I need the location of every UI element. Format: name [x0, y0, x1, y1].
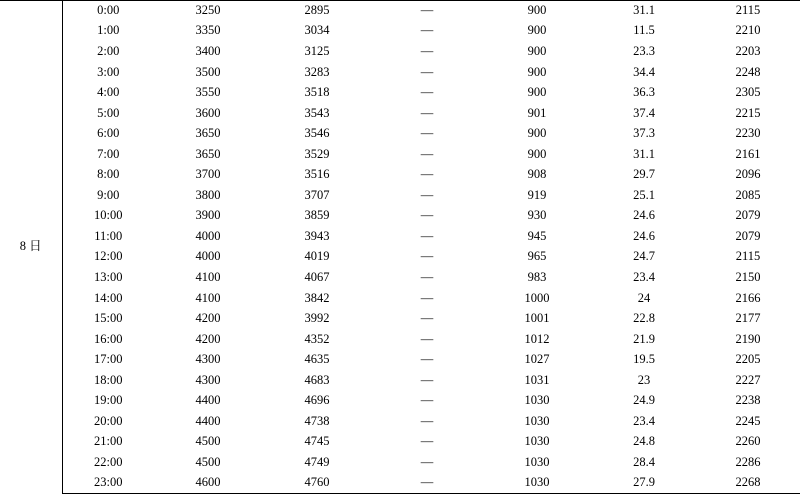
cell-v3: —: [420, 393, 434, 408]
cell-v4: 965: [527, 249, 547, 264]
table-row: [0, 124, 800, 145]
cell-v3: —: [420, 146, 434, 161]
cell-v2: 3943: [304, 228, 330, 243]
cell-time: 5:00: [62, 103, 154, 124]
cell-v1: 4300: [195, 352, 221, 367]
table-row: [0, 247, 800, 268]
cell-v3: —: [420, 167, 434, 182]
cell-v6: 2166: [735, 290, 761, 305]
cell-time: 18:00: [62, 370, 154, 391]
cell-v3: —: [420, 311, 434, 326]
cell-v5: 24: [637, 290, 651, 305]
cell-v5: 31.1: [633, 146, 655, 161]
cell-v6: 2115: [696, 1, 800, 22]
cell-v3: —: [420, 454, 434, 469]
cell-v6: 2079: [735, 228, 761, 243]
cell-v6: 2210: [735, 23, 761, 38]
cell-v3: —: [420, 290, 434, 305]
cell-v3: —: [420, 85, 434, 100]
cell-v1: 4100: [195, 290, 221, 305]
cell-v2: 2895: [262, 1, 372, 22]
cell-v6: 2268: [696, 473, 800, 494]
cell-v6: 2096: [735, 167, 761, 182]
cell-v1: 4400: [195, 393, 221, 408]
cell-time: 2:00: [62, 42, 154, 63]
cell-v6: 2161: [735, 146, 761, 161]
cell-v3: —: [420, 43, 434, 58]
cell-v1: 4100: [195, 270, 221, 284]
cell-v3: —: [420, 23, 434, 38]
cell-v6: 2190: [735, 331, 761, 346]
cell-v6: 2115: [735, 249, 761, 264]
cell-v5: 24.9: [633, 393, 655, 408]
cell-v1: 4500: [195, 454, 221, 469]
cell-time: 0:00: [62, 1, 154, 22]
cell-v6: 2205: [735, 352, 761, 367]
cell-v3: —: [420, 105, 434, 120]
cell-v2: 4696: [304, 393, 330, 408]
cell-v4: 900: [527, 126, 547, 141]
cell-v6: 2230: [735, 126, 761, 141]
cell-time: 7:00: [62, 144, 154, 165]
cell-v4: 1001: [524, 311, 550, 326]
cell-v2: 3859: [304, 208, 330, 223]
cell-v6: 2248: [735, 64, 761, 79]
cell-time: 13:00: [62, 268, 154, 289]
table-row: [0, 268, 800, 289]
cell-v2: 3125: [304, 43, 330, 58]
cell-v2: 3518: [304, 85, 330, 100]
table-row: [0, 42, 800, 63]
table-row: [0, 453, 800, 474]
cell-time: 8:00: [62, 165, 154, 186]
cell-v6: 2079: [735, 208, 761, 223]
table-row: [0, 309, 800, 330]
cell-v3: —: [372, 473, 482, 494]
cell-v4: 1030: [524, 434, 550, 449]
cell-time: 12:00: [62, 247, 154, 268]
cell-v2: 4738: [304, 413, 330, 428]
cell-v1: 4600: [154, 473, 262, 494]
table-row: [0, 227, 800, 248]
cell-v4: 1030: [524, 454, 550, 469]
cell-time: 11:00: [62, 227, 154, 248]
table-row: [0, 411, 800, 432]
cell-v5: 22.8: [633, 311, 655, 326]
cell-v5: 24.7: [633, 249, 655, 264]
cell-v2: 4019: [304, 249, 330, 264]
cell-v6: 2203: [735, 43, 761, 58]
cell-time: 21:00: [62, 432, 154, 453]
cell-v6: 2177: [735, 311, 761, 326]
cell-v1: 3800: [195, 187, 221, 202]
cell-v3: —: [420, 64, 434, 79]
table-row: [0, 350, 800, 371]
cell-v4: 900: [527, 43, 547, 58]
cell-v1: 4200: [195, 331, 221, 346]
cell-v3: —: [420, 249, 434, 264]
cell-time: 17:00: [62, 350, 154, 371]
cell-v4: 919: [527, 187, 547, 202]
cell-time: 22:00: [62, 453, 154, 474]
cell-v2: 4745: [304, 434, 330, 449]
table-row: [0, 83, 800, 104]
table-row: [0, 165, 800, 186]
cell-v4: 900: [527, 23, 547, 38]
cell-v1: 4300: [195, 372, 221, 387]
cell-v2: 4749: [304, 454, 330, 469]
cell-v4: 908: [527, 167, 547, 182]
cell-v5: 24.6: [633, 208, 655, 223]
cell-v4: 1030: [524, 393, 550, 408]
cell-v5: 37.3: [633, 126, 655, 141]
cell-v5: 24.8: [633, 434, 655, 449]
table-row: [0, 370, 800, 391]
cell-time: 6:00: [62, 124, 154, 145]
cell-v3: —: [420, 208, 434, 223]
cell-v5: 23: [637, 372, 651, 387]
table-body: [0, 1, 800, 494]
cell-v3: —: [420, 228, 434, 243]
cell-time: 19:00: [62, 391, 154, 412]
cell-v1: 3250: [154, 1, 262, 22]
cell-time: 9:00: [62, 185, 154, 206]
cell-v1: 3650: [195, 146, 221, 161]
cell-v1: 3400: [195, 43, 221, 58]
table-row: [0, 1, 800, 22]
cell-v1: 3350: [195, 23, 221, 38]
cell-v5: 21.9: [633, 331, 655, 346]
cell-v4: 900: [527, 64, 547, 79]
cell-v6: 2260: [735, 434, 761, 449]
cell-v2: 3992: [304, 311, 330, 326]
cell-v5: 27.9: [592, 473, 696, 494]
cell-v2: 3842: [304, 290, 330, 305]
cell-v3: —: [420, 413, 434, 428]
cell-v1: 3600: [195, 105, 221, 120]
cell-v2: 3283: [304, 64, 330, 79]
cell-time: 15:00: [62, 309, 154, 330]
cell-v3: —: [420, 372, 434, 387]
cell-v6: 2286: [735, 454, 761, 469]
cell-v5: 24.6: [633, 228, 655, 243]
cell-time: 4:00: [62, 83, 154, 104]
cell-v1: 4400: [195, 413, 221, 428]
cell-v3: —: [372, 1, 482, 22]
cell-v4: 901: [527, 105, 547, 120]
cell-v1: 4200: [195, 311, 221, 326]
table-row: [0, 21, 800, 42]
cell-v2: 3034: [304, 23, 330, 38]
cell-v4: 900: [527, 146, 547, 161]
cell-v3: —: [420, 187, 434, 202]
cell-time: 10:00: [62, 206, 154, 227]
cell-time: 14:00: [62, 288, 154, 309]
cell-v2: 3707: [304, 187, 330, 202]
cell-v6: 2245: [735, 413, 761, 428]
cell-v2: 3529: [304, 146, 330, 161]
cell-v6: 2227: [735, 372, 761, 387]
cell-v1: 3650: [195, 126, 221, 141]
cell-v1: 3700: [195, 167, 221, 182]
cell-v4: 900: [482, 1, 592, 22]
cell-v2: 4067: [304, 270, 330, 284]
cell-v3: —: [420, 331, 434, 346]
cell-time: 3:00: [62, 62, 154, 83]
cell-v5: 37.4: [633, 105, 655, 120]
cell-v5: 25.1: [633, 187, 655, 202]
table-row: [0, 391, 800, 412]
cell-v1: 4000: [195, 228, 221, 243]
cell-v6: 2215: [735, 105, 761, 120]
cell-v4: 1030: [482, 473, 592, 494]
cell-v5: 19.5: [633, 352, 655, 367]
cell-v1: 3900: [195, 208, 221, 223]
cell-v4: 1030: [524, 413, 550, 428]
cell-v1: 3500: [195, 64, 221, 79]
cell-v2: 3516: [304, 167, 330, 182]
cell-v5: 23.3: [633, 43, 655, 58]
cell-v2: 3543: [304, 105, 330, 120]
cell-v2: 4683: [304, 372, 330, 387]
cell-v3: —: [420, 126, 434, 141]
cell-v3: —: [420, 352, 434, 367]
day-label-cell: 8 日: [0, 1, 62, 494]
cell-v6: 2085: [735, 187, 761, 202]
cell-v4: 945: [527, 228, 547, 243]
cell-v4: 1027: [524, 352, 550, 367]
cell-v2: 4352: [304, 331, 330, 346]
table-row: [0, 432, 800, 453]
cell-v5: 36.3: [633, 85, 655, 100]
table-row: [0, 62, 800, 83]
table-row: [0, 206, 800, 227]
cell-v5: 31.1: [592, 1, 696, 22]
cell-v5: 23.4: [633, 413, 655, 428]
table-row: [0, 144, 800, 165]
cell-v6: 2238: [735, 393, 761, 408]
cell-v1: 4500: [195, 434, 221, 449]
cell-v3: —: [420, 434, 434, 449]
cell-time: 23:00: [62, 473, 154, 494]
cell-v2: 3546: [304, 126, 330, 141]
cell-time: 16:00: [62, 329, 154, 350]
cell-v2: 4760: [262, 473, 372, 494]
table-row: [0, 329, 800, 350]
cell-v5: 29.7: [633, 167, 655, 182]
cell-time: 1:00: [62, 21, 154, 42]
table-row: [0, 185, 800, 206]
cell-v4: 900: [527, 85, 547, 100]
cell-v5: 11.5: [633, 23, 655, 38]
cell-v4: 930: [527, 208, 547, 223]
cell-v1: 3550: [195, 85, 221, 100]
cell-v1: 4000: [195, 249, 221, 264]
cell-v4: 1000: [524, 290, 550, 305]
cell-v4: 983: [527, 270, 547, 284]
cell-v5: 34.4: [633, 64, 655, 79]
cell-v4: 1031: [524, 372, 550, 387]
table-row: [0, 103, 800, 124]
cell-v5: 28.4: [633, 454, 655, 469]
cell-v5: 23.4: [633, 270, 655, 284]
table-row: [0, 288, 800, 309]
cell-v6: 2150: [735, 270, 761, 284]
cell-v3: —: [420, 270, 434, 284]
cell-v4: 1012: [524, 331, 550, 346]
table-row: [0, 473, 800, 494]
cell-time: 20:00: [62, 411, 154, 432]
cell-v6: 2305: [735, 85, 761, 100]
cell-v2: 4635: [304, 352, 330, 367]
